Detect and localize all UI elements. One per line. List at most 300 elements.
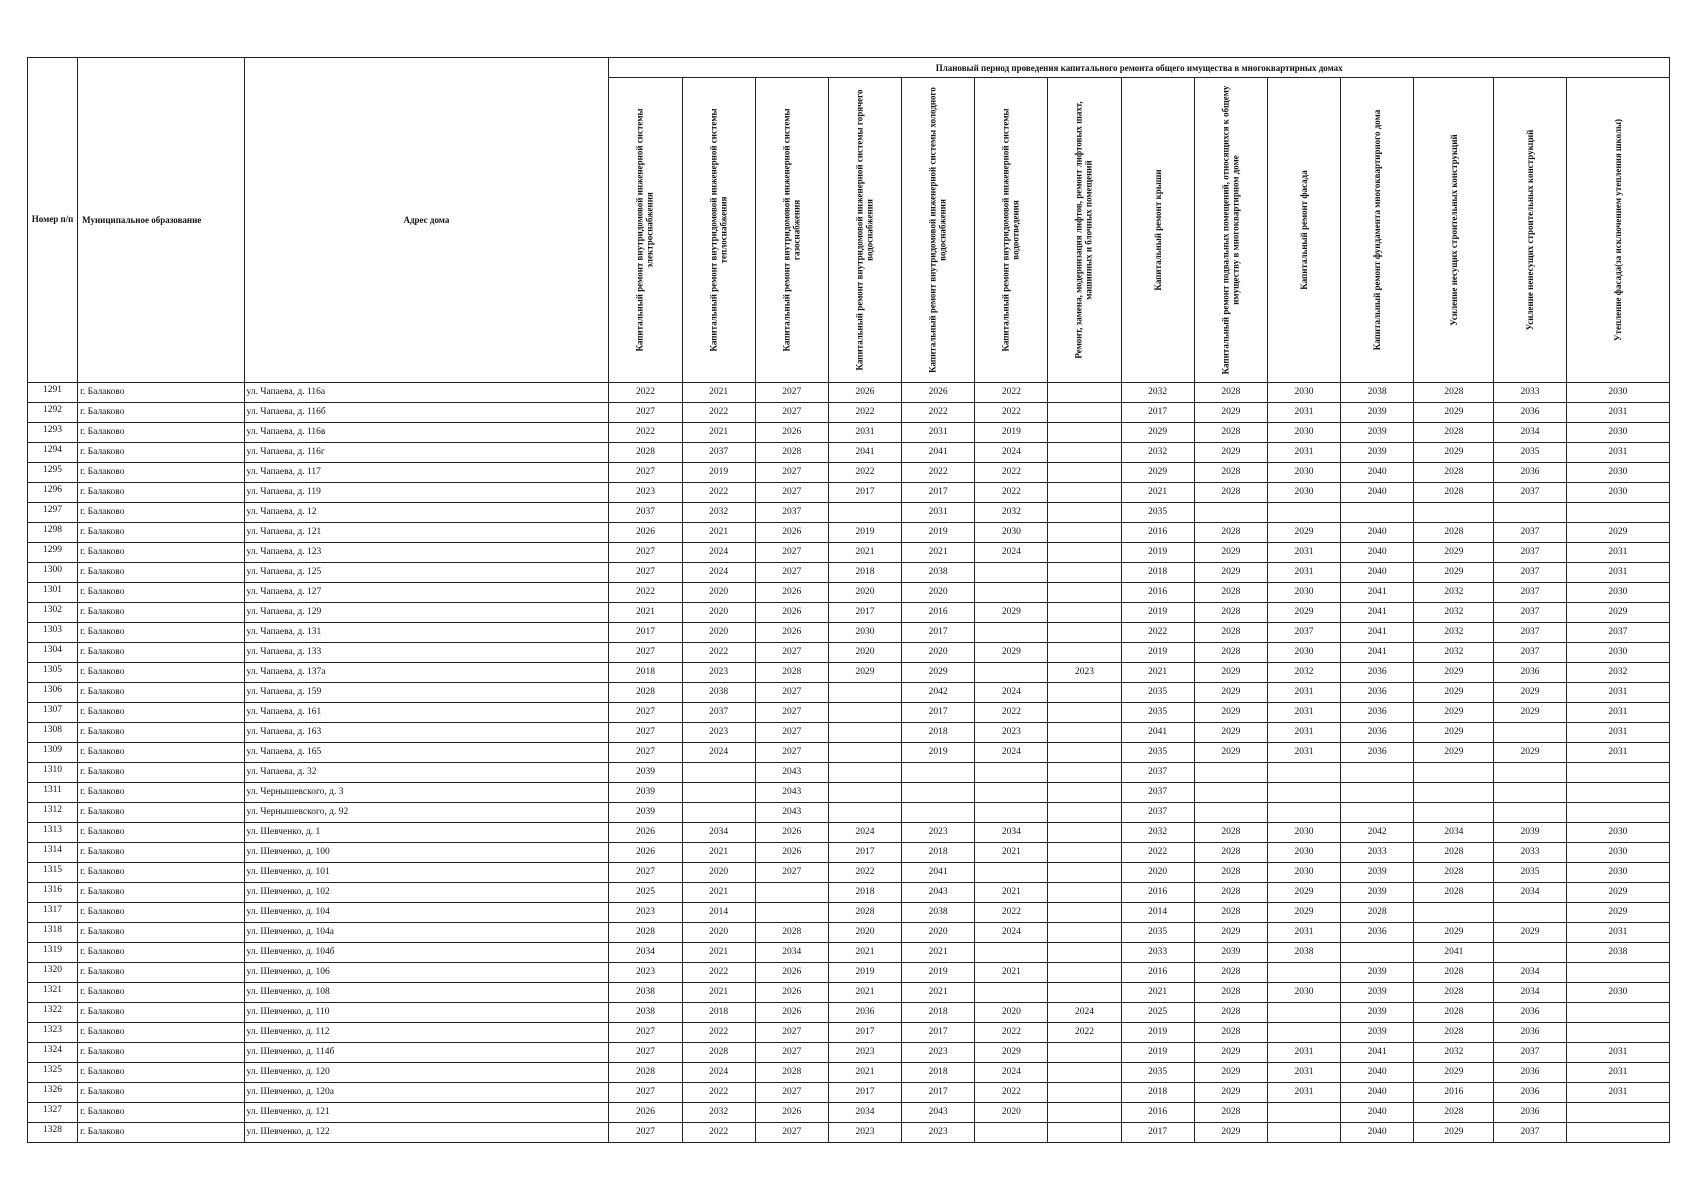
row-year-cell: 2037 [682,703,755,723]
row-year-cell: 2028 [1194,963,1267,983]
row-year-cell: 2027 [609,723,682,743]
row-year-cell: 2024 [682,543,755,563]
row-municipality: г. Балаково [78,983,244,1003]
row-year-cell: 2029 [1494,703,1566,723]
row-year-cell [975,1123,1048,1143]
row-number: 1321 [28,983,78,1003]
row-year-cell: 2029 [828,663,901,683]
row-year-cell: 2041 [1414,943,1494,963]
row-municipality: г. Балаково [78,403,244,423]
row-municipality: г. Балаково [78,443,244,463]
row-year-cell: 2029 [1494,743,1566,763]
row-year-cell [1048,483,1121,503]
row-year-cell: 2037 [682,443,755,463]
row-year-cell: 2022 [975,403,1048,423]
row-year-cell: 2028 [682,1043,755,1063]
row-year-cell: 2029 [1494,923,1566,943]
row-year-cell: 2032 [1121,443,1194,463]
row-number: 1309 [28,743,78,763]
row-year-cell: 2017 [1121,1123,1194,1143]
row-year-cell: 2021 [828,943,901,963]
row-year-cell [1048,963,1121,983]
row-year-cell: 2028 [1194,423,1267,443]
header-address: Адрес дома [244,58,609,383]
row-year-cell: 2038 [682,683,755,703]
row-year-cell: 2036 [1494,403,1566,423]
row-year-cell: 2021 [828,983,901,1003]
row-year-cell: 2017 [902,483,975,503]
row-year-cell [1048,843,1121,863]
row-year-cell: 2017 [902,703,975,723]
row-year-cell: 2040 [1341,1103,1414,1123]
row-year-cell: 2027 [755,563,828,583]
row-address: ул. Шевченко, д. 104 [244,903,609,923]
row-year-cell: 2037 [1494,523,1566,543]
row-year-cell: 2039 [1341,1023,1414,1043]
row-municipality: г. Балаково [78,843,244,863]
row-year-cell [755,883,828,903]
row-year-cell: 2021 [975,843,1048,863]
row-year-cell: 2027 [609,463,682,483]
row-year-cell: 2031 [1566,443,1669,463]
header-work-10 [1267,78,1340,383]
row-year-cell: 2040 [1341,1123,1414,1143]
row-year-cell [1414,503,1494,523]
row-year-cell [1048,603,1121,623]
row-year-cell [975,983,1048,1003]
row-year-cell: 2029 [1414,1063,1494,1083]
row-year-cell: 2027 [609,863,682,883]
row-year-cell: 2030 [1566,863,1669,883]
row-year-cell: 2022 [975,903,1048,923]
row-address: ул. Чернышевского, д. 92 [244,803,609,823]
row-year-cell: 2024 [975,1063,1048,1083]
row-year-cell: 2043 [755,763,828,783]
row-year-cell: 2037 [1494,1043,1566,1063]
row-year-cell [975,563,1048,583]
row-year-cell: 2030 [1566,483,1669,503]
header-work-11 [1341,78,1414,383]
row-address: ул. Шевченко, д. 114б [244,1043,609,1063]
row-year-cell: 2040 [1341,1063,1414,1083]
row-number: 1313 [28,823,78,843]
row-year-cell: 2027 [609,1043,682,1063]
row-year-cell: 2027 [755,703,828,723]
row-year-cell [975,943,1048,963]
row-year-cell: 2037 [755,503,828,523]
row-year-cell: 2039 [1194,943,1267,963]
row-year-cell: 2032 [682,503,755,523]
row-year-cell: 2021 [1121,483,1194,503]
row-year-cell: 2030 [1566,843,1669,863]
row-year-cell: 2023 [975,723,1048,743]
row-year-cell: 2031 [1566,1063,1669,1083]
row-year-cell [1566,963,1669,983]
row-year-cell: 2029 [1194,403,1267,423]
header-work-13 [1494,78,1566,383]
row-year-cell: 2040 [1341,543,1414,563]
row-year-cell: 2022 [975,383,1048,403]
row-year-cell: 2029 [1194,703,1267,723]
row-year-cell: 2031 [1267,1043,1340,1063]
row-year-cell: 2039 [1341,863,1414,883]
row-municipality: г. Балаково [78,1103,244,1123]
row-number: 1315 [28,863,78,883]
row-year-cell: 2028 [1414,1103,1494,1123]
row-year-cell [1048,543,1121,563]
row-year-cell: 2033 [1121,943,1194,963]
row-year-cell: 2025 [609,883,682,903]
table-row [28,563,1670,583]
row-year-cell: 2039 [1341,983,1414,1003]
row-address: ул. Шевченко, д. 120а [244,1083,609,1103]
row-year-cell: 2026 [755,1003,828,1023]
row-year-cell: 2020 [828,923,901,943]
row-number: 1299 [28,543,78,563]
row-year-cell: 2037 [1494,623,1566,643]
row-year-cell [1267,1123,1340,1143]
row-year-cell: 2023 [1048,663,1121,683]
row-year-cell [1048,723,1121,743]
row-year-cell: 2026 [755,823,828,843]
row-year-cell: 2029 [1194,723,1267,743]
row-year-cell: 2022 [682,1123,755,1143]
row-year-cell: 2014 [682,903,755,923]
row-year-cell: 2027 [755,743,828,763]
row-year-cell: 2022 [975,1023,1048,1043]
row-year-cell: 2029 [1194,1083,1267,1103]
row-year-cell: 2032 [1121,823,1194,843]
row-year-cell: 2024 [975,923,1048,943]
row-year-cell: 2025 [1121,1003,1194,1023]
row-year-cell: 2029 [975,603,1048,623]
row-year-cell: 2028 [1414,843,1494,863]
row-year-cell: 2027 [609,743,682,763]
row-year-cell: 2028 [1194,603,1267,623]
row-number: 1296 [28,483,78,503]
row-year-cell [1494,723,1566,743]
row-year-cell [975,783,1048,803]
row-year-cell: 2043 [902,1103,975,1123]
row-number: 1298 [28,523,78,543]
repair-schedule-table [27,57,1670,1143]
row-year-cell: 2032 [1267,663,1340,683]
row-year-cell: 2020 [682,623,755,643]
row-year-cell: 2023 [902,1123,975,1143]
row-address: ул. Чапаева, д. 32 [244,763,609,783]
row-year-cell [828,743,901,763]
row-year-cell: 2028 [1194,863,1267,883]
row-municipality: г. Балаково [78,543,244,563]
row-year-cell [975,803,1048,823]
row-address: ул. Чапаева, д. 116г [244,443,609,463]
header-work-label: Усиление ненесущих строительных конструкций [1524,129,1535,331]
row-year-cell [828,783,901,803]
row-year-cell [1267,783,1340,803]
row-year-cell: 2030 [1566,463,1669,483]
table-row [28,1043,1670,1063]
header-work-label: Ремонт, замена, модернизация лифтов, ремонт лифтовых шахт, машинных и блочных помещений [1074,101,1095,359]
row-year-cell: 2027 [755,1023,828,1043]
row-year-cell: 2027 [609,403,682,423]
header-work-label: Капитальный ремонт фундамента многоквартирного дома [1372,109,1382,351]
row-year-cell: 2026 [755,603,828,623]
header-work-12 [1414,78,1494,383]
header-work-3 [755,78,828,383]
row-year-cell: 2028 [1194,983,1267,1003]
row-year-cell: 2029 [1414,663,1494,683]
row-address: ул. Шевченко, д. 106 [244,963,609,983]
row-year-cell [1048,803,1121,823]
row-year-cell [1048,1123,1121,1143]
row-year-cell: 2017 [1121,403,1194,423]
row-municipality: г. Балаково [78,743,244,763]
row-year-cell: 2028 [1414,523,1494,543]
row-year-cell: 2029 [1267,903,1340,923]
row-year-cell [902,763,975,783]
row-year-cell [1048,583,1121,603]
row-number: 1323 [28,1023,78,1043]
row-year-cell: 2021 [1121,983,1194,1003]
row-number: 1310 [28,763,78,783]
row-municipality: г. Балаково [78,803,244,823]
row-year-cell: 2031 [1566,703,1669,723]
table-row [28,1083,1670,1103]
row-year-cell [828,503,901,523]
row-year-cell: 2021 [828,1063,901,1083]
row-year-cell [1267,1103,1340,1123]
row-year-cell: 2017 [902,1023,975,1043]
row-year-cell: 2021 [682,383,755,403]
row-year-cell [828,763,901,783]
row-year-cell: 2026 [755,523,828,543]
header-work-label: Капитальный ремонт крыши [1152,169,1163,291]
row-year-cell: 2042 [902,683,975,703]
row-year-cell: 2018 [828,883,901,903]
row-year-cell: 2034 [975,823,1048,843]
row-year-cell [1048,643,1121,663]
row-year-cell: 2030 [828,623,901,643]
row-year-cell: 2033 [1341,843,1414,863]
table-row [28,623,1670,643]
row-year-cell: 2034 [609,943,682,963]
row-year-cell: 2029 [1414,543,1494,563]
row-year-cell: 2023 [609,903,682,923]
row-year-cell: 2027 [609,1083,682,1103]
row-number: 1307 [28,703,78,723]
row-year-cell: 2038 [1566,943,1669,963]
row-municipality: г. Балаково [78,923,244,943]
row-year-cell: 2020 [682,583,755,603]
row-year-cell: 2019 [828,963,901,983]
row-municipality: г. Балаково [78,1023,244,1043]
row-number: 1314 [28,843,78,863]
row-year-cell: 2021 [975,883,1048,903]
row-year-cell: 2036 [1341,743,1414,763]
row-year-cell [828,803,901,823]
table-row [28,723,1670,743]
row-year-cell: 2028 [755,923,828,943]
row-municipality: г. Балаково [78,463,244,483]
row-year-cell [1267,763,1340,783]
row-year-cell: 2016 [1121,523,1194,543]
row-year-cell: 2029 [1194,1063,1267,1083]
row-year-cell [1494,503,1566,523]
row-address: ул. Шевченко, д. 112 [244,1023,609,1043]
row-number: 1302 [28,603,78,623]
row-year-cell [1341,783,1414,803]
row-year-cell: 2035 [1494,443,1566,463]
row-year-cell: 2026 [755,963,828,983]
row-year-cell: 2031 [1566,743,1669,763]
row-year-cell: 2036 [1494,1083,1566,1103]
row-year-cell: 2043 [902,883,975,903]
row-year-cell: 2027 [755,863,828,883]
row-year-cell: 2026 [755,583,828,603]
row-year-cell: 2030 [1566,583,1669,603]
table-row [28,703,1670,723]
row-year-cell: 2030 [1566,823,1669,843]
row-year-cell: 2032 [1414,1043,1494,1063]
row-year-cell: 2031 [1267,563,1340,583]
row-year-cell: 2029 [1267,523,1340,543]
row-year-cell: 2019 [902,743,975,763]
row-year-cell: 2024 [975,443,1048,463]
row-number: 1328 [28,1123,78,1143]
table-row [28,983,1670,1003]
row-year-cell: 2029 [1194,543,1267,563]
row-year-cell [1048,443,1121,463]
row-year-cell: 2018 [682,1003,755,1023]
table-row [28,603,1670,623]
table-row [28,483,1670,503]
row-year-cell: 2036 [828,1003,901,1023]
row-year-cell: 2038 [609,1003,682,1023]
row-year-cell: 2039 [1341,443,1414,463]
row-year-cell [1267,503,1340,523]
header-work-label: Усиление несущих строительных конструкций [1448,134,1459,326]
row-year-cell: 2030 [1267,483,1340,503]
row-year-cell [682,783,755,803]
row-year-cell [902,803,975,823]
row-year-cell: 2021 [902,983,975,1003]
row-year-cell: 2031 [1267,443,1340,463]
row-number: 1305 [28,663,78,683]
row-number: 1308 [28,723,78,743]
row-municipality: г. Балаково [78,1043,244,1063]
header-work-6 [975,78,1048,383]
row-year-cell: 2020 [975,1103,1048,1123]
row-number: 1303 [28,623,78,643]
row-year-cell: 2041 [1121,723,1194,743]
row-year-cell: 2030 [1566,983,1669,1003]
row-year-cell [1048,743,1121,763]
row-year-cell: 2030 [1267,423,1340,443]
row-year-cell: 2037 [1494,543,1566,563]
row-year-cell [682,763,755,783]
row-year-cell: 2028 [755,443,828,463]
row-year-cell: 2028 [1414,963,1494,983]
row-number: 1319 [28,943,78,963]
row-year-cell: 2028 [1194,483,1267,503]
row-year-cell: 2041 [1341,1043,1414,1063]
row-year-cell: 2028 [1341,903,1414,923]
row-address: ул. Чапаева, д. 129 [244,603,609,623]
table-row [28,1063,1670,1083]
row-municipality: г. Балаково [78,563,244,583]
row-year-cell: 2031 [1267,923,1340,943]
table-row [28,443,1670,463]
row-year-cell: 2024 [682,743,755,763]
row-address: ул. Чапаева, д. 163 [244,723,609,743]
table-row [28,923,1670,943]
row-year-cell: 2036 [1494,463,1566,483]
row-year-cell: 2028 [1194,903,1267,923]
row-year-cell: 2016 [1414,1083,1494,1103]
row-year-cell: 2018 [902,843,975,863]
header-number: Номер п/п [28,58,78,383]
header-work-label: Капитальный ремонт внутридомовой инженерной системы теплоснабжения [708,108,729,352]
row-year-cell [902,783,975,803]
row-year-cell: 2027 [609,1123,682,1143]
row-year-cell [1048,623,1121,643]
row-year-cell [1566,783,1669,803]
row-year-cell: 2028 [609,683,682,703]
row-year-cell [975,863,1048,883]
row-year-cell: 2028 [1414,1003,1494,1023]
row-year-cell [1267,1023,1340,1043]
row-year-cell [1566,1023,1669,1043]
row-year-cell: 2021 [609,603,682,623]
row-address: ул. Чапаева, д. 121 [244,523,609,543]
row-municipality: г. Балаково [78,1083,244,1103]
row-year-cell: 2027 [609,543,682,563]
row-year-cell: 2031 [828,423,901,443]
row-year-cell [1048,883,1121,903]
row-year-cell: 2021 [682,983,755,1003]
table-header [28,58,1670,383]
row-year-cell: 2028 [609,923,682,943]
row-year-cell [1048,563,1121,583]
row-year-cell: 2027 [755,483,828,503]
row-year-cell: 2019 [1121,543,1194,563]
row-year-cell: 2028 [609,443,682,463]
row-year-cell: 2021 [682,883,755,903]
row-address: ул. Чапаева, д. 117 [244,463,609,483]
table-row [28,503,1670,523]
row-address: ул. Чапаева, д. 119 [244,483,609,503]
row-year-cell: 2036 [1494,1003,1566,1023]
header-work-7 [1048,78,1121,383]
row-year-cell [1048,863,1121,883]
row-year-cell: 2038 [1341,383,1414,403]
row-year-cell: 2034 [828,1103,901,1123]
row-municipality: г. Балаково [78,683,244,703]
row-year-cell: 2022 [682,1023,755,1043]
row-year-cell: 2037 [1121,763,1194,783]
row-year-cell [1048,763,1121,783]
table-row [28,403,1670,423]
row-year-cell [1194,803,1267,823]
row-year-cell: 2027 [609,563,682,583]
header-work-label: Капитальный ремонт внутридомовой инженерной системы горячего водоснабжения [854,89,875,371]
row-year-cell: 2024 [975,743,1048,763]
row-year-cell: 2037 [1121,803,1194,823]
row-municipality: г. Балаково [78,883,244,903]
row-year-cell: 2020 [682,863,755,883]
row-year-cell: 2017 [828,843,901,863]
row-year-cell [1194,763,1267,783]
